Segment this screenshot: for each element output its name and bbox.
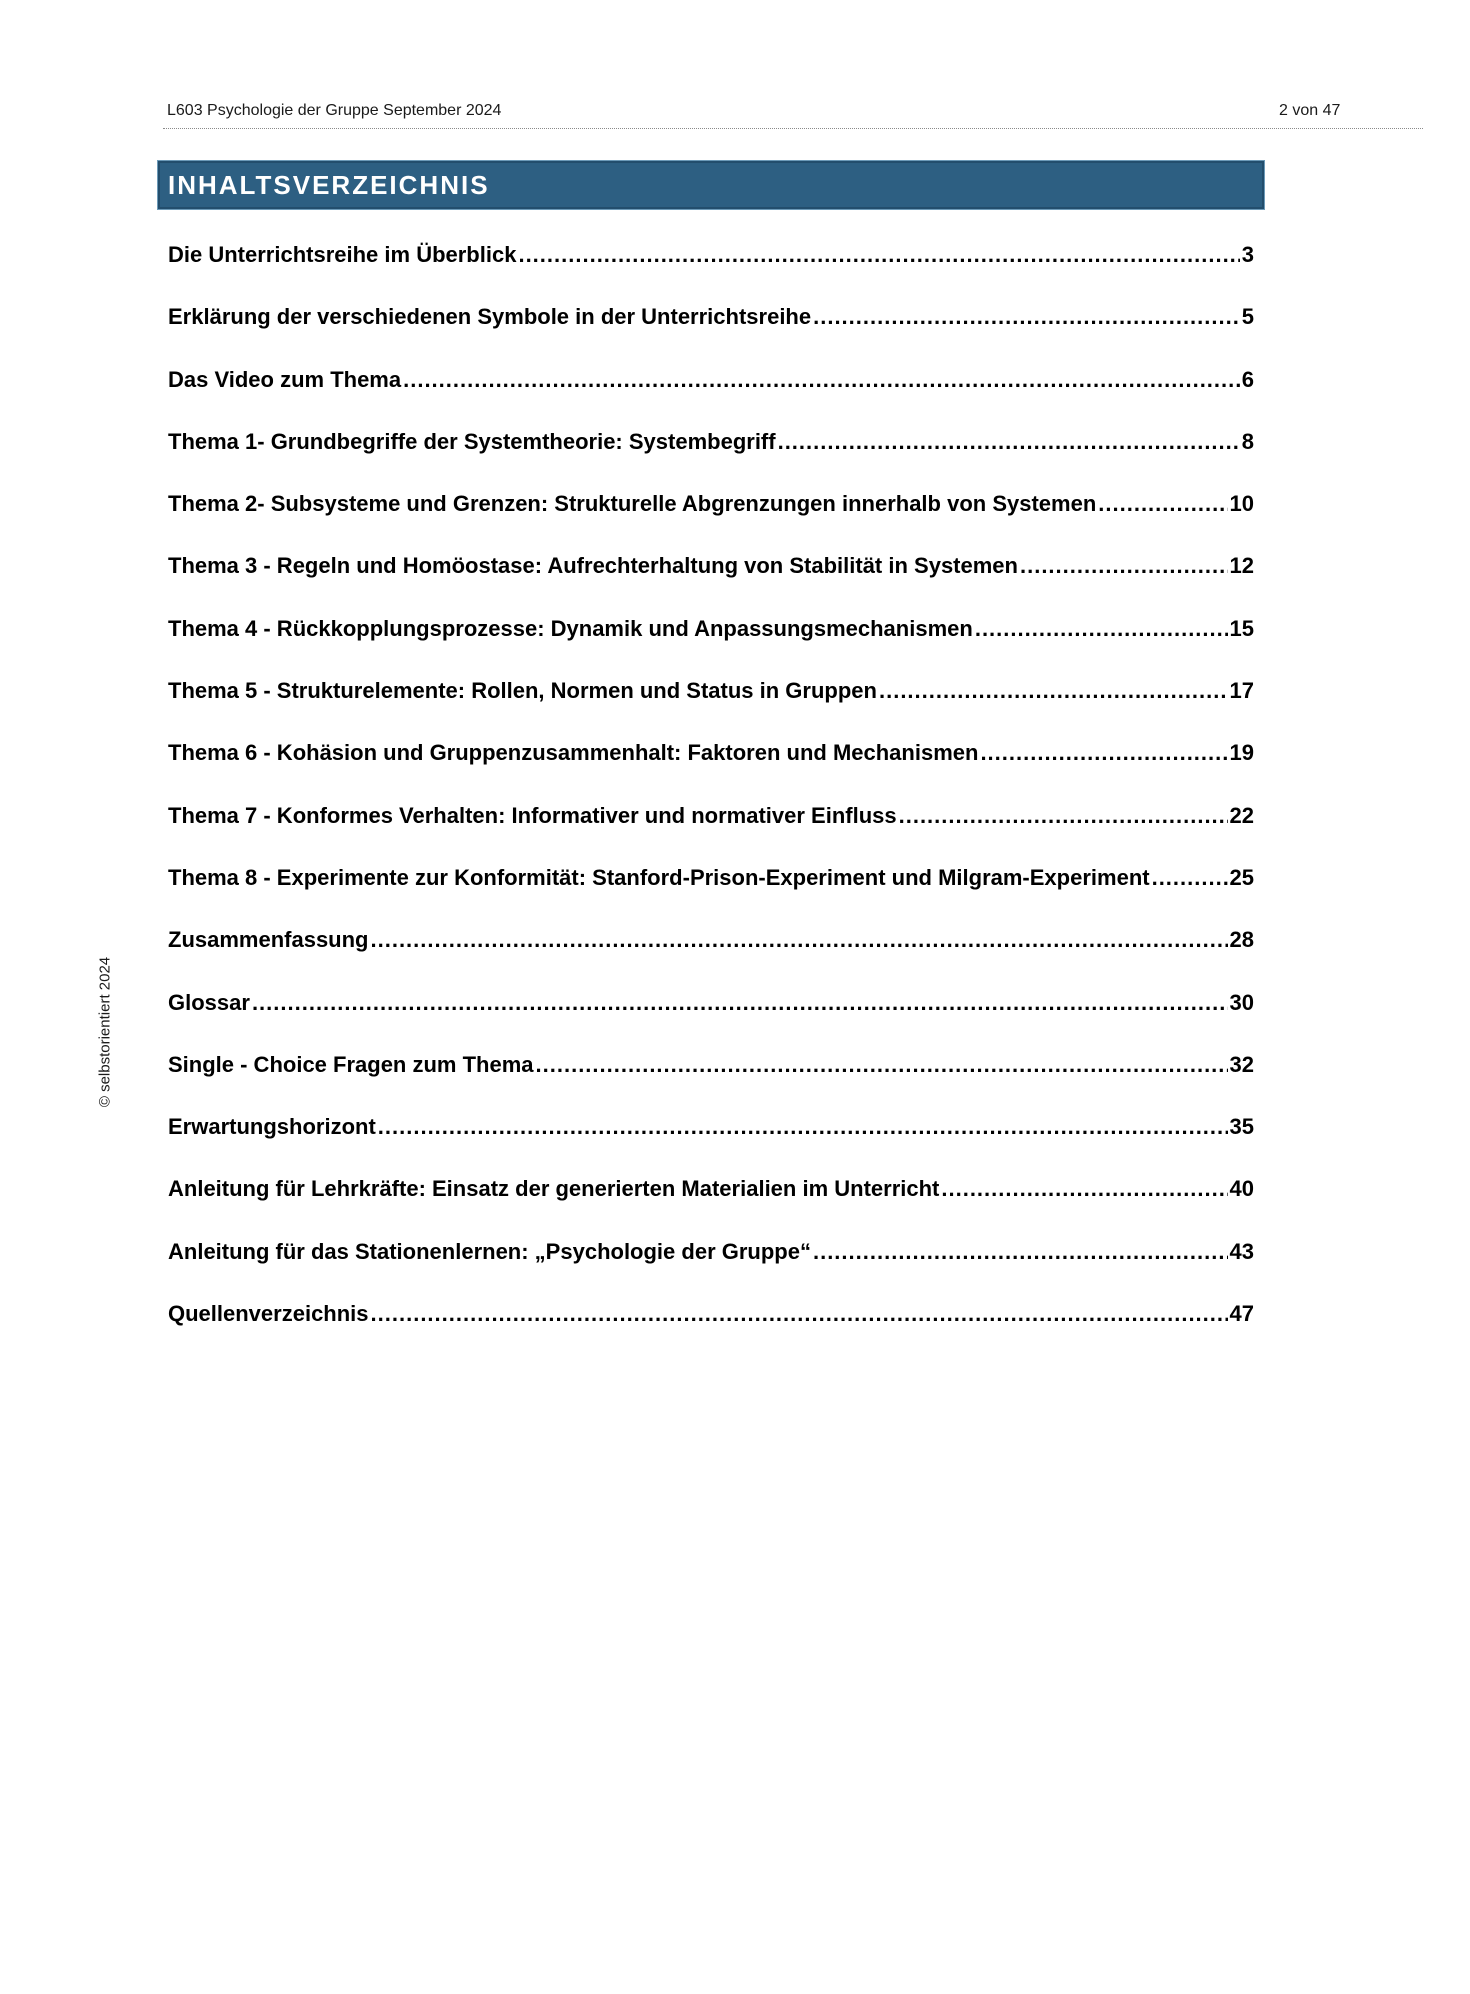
toc-entry-page: 3 [1241, 242, 1254, 267]
page-header [163, 100, 1423, 129]
copyright-note: © selbstorientiert 2024 [96, 956, 114, 1108]
toc-title: INHALTSVERZEICHNIS [168, 170, 490, 200]
toc-entry[interactable] [168, 238, 1254, 300]
toc-entry-text: Thema 3 - Regeln und Homöostase: Aufrechterhaltung von Stabilität in Systemen [168, 553, 1018, 579]
toc-dot-leader [1020, 549, 1228, 583]
toc-entry-text: Quellenverzeichnis [168, 1301, 369, 1327]
toc-dot-leader [899, 799, 1228, 833]
toc-entry[interactable] [168, 363, 1254, 425]
toc-entry-page: 32 [1229, 1051, 1254, 1077]
toc-entry-text: Thema 8 - Experimente zur Konformität: Stanford-Prison-Experiment und Milgram-Experiment [168, 864, 1150, 890]
toc-entry-text: Single - Choice Fragen zum Thema [168, 1051, 534, 1077]
toc-dot-leader [403, 363, 1240, 397]
toc-dot-leader [813, 300, 1240, 334]
page-number: 2 von 47 [1279, 102, 1341, 119]
toc-entry-text: Anleitung für das Stationenlernen: „Psychologie der Gruppe“ [168, 1238, 811, 1264]
toc-dot-leader [1152, 861, 1228, 895]
toc-entry-text: Zusammenfassung [168, 927, 369, 953]
toc-entry[interactable] [168, 300, 1254, 362]
toc-entry-text: Thema 5 - Strukturelemente: Rollen, Normen und Status in Gruppen [168, 678, 877, 704]
toc-heading-banner [157, 160, 1265, 210]
toc-entry-page: 47 [1229, 1301, 1254, 1327]
toc-entry[interactable] [168, 1297, 1254, 1359]
toc-entry-text: Thema 1- Grundbegriffe der Systemtheorie: Systembegriff [168, 428, 776, 454]
toc-entry-page: 19 [1229, 740, 1254, 766]
toc-entry-text: Thema 2- Subsysteme und Grenzen: Strukturelle Abgrenzungen innerhalb von Systemen [168, 491, 1097, 517]
toc-entry[interactable] [168, 674, 1254, 736]
toc-dot-leader [371, 1297, 1228, 1331]
toc-dot-leader [252, 986, 1228, 1020]
toc-entry[interactable] [168, 612, 1254, 674]
toc-entry-page: 10 [1229, 491, 1254, 517]
toc-dot-leader [813, 1235, 1228, 1269]
toc-entry[interactable] [168, 923, 1254, 985]
toc-entry-text: Thema 7 - Konformes Verhalten: Informativer und normativer Einfluss [168, 802, 897, 828]
toc-entry-page: 35 [1229, 1114, 1254, 1140]
toc-entry[interactable] [168, 549, 1254, 611]
toc-entry[interactable] [168, 736, 1254, 798]
toc-entry-text: Die Unterrichtsreihe im Überblick [168, 242, 517, 267]
toc-entry-page: 12 [1229, 553, 1254, 579]
toc-entry[interactable] [168, 986, 1254, 1048]
toc-entry-page: 17 [1229, 678, 1254, 704]
toc-entry[interactable] [168, 487, 1254, 549]
toc-entry[interactable] [168, 1172, 1254, 1234]
document-title: L603 Psychologie der Gruppe September 2024 [167, 102, 502, 119]
toc-dot-leader [536, 1048, 1228, 1082]
toc-entry-page: 5 [1241, 304, 1254, 330]
toc-entry-text: Anleitung für Lehrkräfte: Einsatz der generierten Materialien im Unterricht [168, 1176, 940, 1202]
toc-entry-page: 43 [1229, 1238, 1254, 1264]
toc-entry-text: Erklärung der verschiedenen Symbole in der Unterrichtsreihe [168, 304, 812, 330]
toc-entry-page: 25 [1229, 864, 1254, 890]
toc-entry[interactable] [168, 1110, 1254, 1172]
toc-dot-leader [975, 612, 1228, 646]
toc-entry-text: Erwartungshorizont [168, 1114, 376, 1140]
toc-entry[interactable] [168, 861, 1254, 923]
toc-entry[interactable] [168, 425, 1254, 487]
toc-dot-leader [1098, 487, 1227, 521]
toc-entry-page: 22 [1229, 802, 1254, 828]
toc-dot-leader [980, 736, 1227, 770]
toc-entry-text: Glossar [168, 989, 250, 1015]
toc-entry-page: 15 [1229, 615, 1254, 641]
toc-dot-leader [371, 923, 1228, 957]
toc-entry-page: 30 [1229, 989, 1254, 1015]
toc-dot-leader [879, 674, 1228, 708]
toc-dot-leader [778, 425, 1240, 459]
toc-entry-page: 6 [1241, 366, 1254, 392]
toc-dot-leader [518, 238, 1239, 272]
toc-entry-text: Thema 6 - Kohäsion und Gruppenzusammenhalt: Faktoren und Mechanismen [168, 740, 979, 766]
toc-entry[interactable] [168, 1048, 1254, 1110]
toc-entry[interactable] [168, 1235, 1254, 1297]
toc-entry[interactable] [168, 799, 1254, 861]
toc-entry-page: 28 [1229, 927, 1254, 953]
toc-dot-leader [378, 1110, 1228, 1144]
toc-entry-page: 40 [1229, 1176, 1254, 1202]
toc-dot-leader [941, 1172, 1227, 1206]
toc-list [168, 238, 1254, 1359]
toc-entry-page: 8 [1241, 428, 1254, 454]
toc-entry-text: Thema 4 - Rückkopplungsprozesse: Dynamik und Anpassungsmechanismen [168, 615, 973, 641]
toc-entry-text: Das Video zum Thema [168, 366, 402, 392]
